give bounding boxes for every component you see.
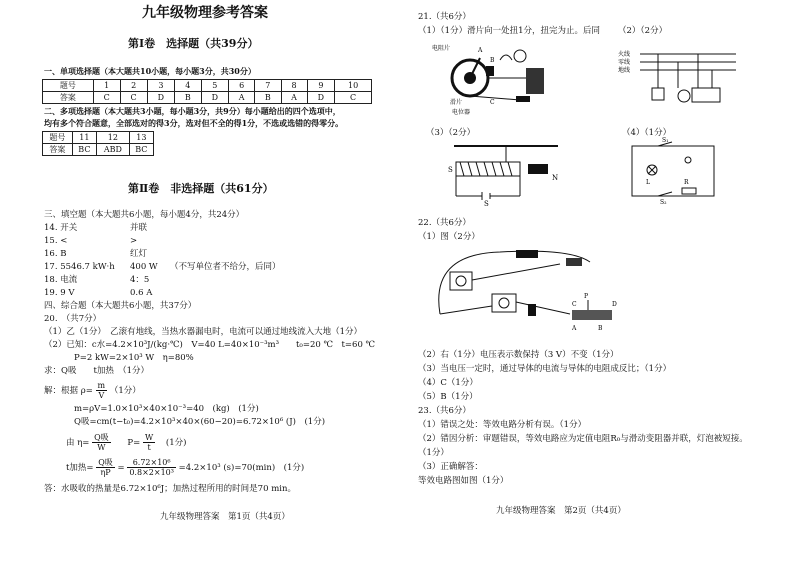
fill-14-a: 并联 (130, 223, 148, 233)
fig4-label: S₁ (662, 137, 669, 144)
fill-14-q: 14. 开关 (44, 223, 78, 233)
formula-prefix: 由 η= (66, 438, 90, 448)
formula-mid: P= (127, 438, 141, 448)
fig4-label: S₂ (660, 199, 667, 204)
table-cell: BC (129, 144, 153, 156)
fig4-label: L (646, 179, 650, 186)
sec2-heading-line1: 二、多项选择题（本大题共3小题，每小题3分，共9分）每小题给出的四个选项中， (44, 106, 341, 116)
table-cell: D (147, 92, 175, 104)
page-footer-left: 九年级物理答案 第1页（共4页） (160, 512, 290, 522)
table-cell: 8 (281, 80, 307, 92)
q20-solution-density (44, 381, 141, 400)
fig3-label: S (484, 200, 489, 206)
fig5-label: A (572, 325, 577, 332)
numerator: 6.72×10⁶ (127, 458, 176, 468)
fill-15-q: 15. < (44, 236, 68, 246)
fig1-label: 电阻片 (432, 45, 451, 52)
q20-efficiency-formula (66, 433, 186, 452)
fig1-label: 电位器 (452, 109, 471, 116)
formula-suffix: (1分) (165, 438, 187, 448)
fig3-label: S (448, 166, 453, 174)
table-cell: C (335, 92, 372, 104)
q23-diagram-note: 等效电路图如图（1分） (418, 476, 509, 486)
table-cell: 9 (307, 80, 335, 92)
table-cell: B (175, 92, 201, 104)
table-cell: 1 (93, 80, 120, 92)
fraction (96, 381, 108, 400)
answer-table-2 (42, 131, 154, 156)
sec3-heading: 三、填空题（本大题共6小题，每小题4分，共24分） (44, 210, 245, 220)
formula-eq: = (117, 463, 125, 473)
q20-mass: m=ρV=1.0×10³×40×10⁻³=40 (kg) (1分) (74, 404, 259, 414)
q21-part4: （4）（1分） (622, 128, 672, 138)
table-cell: C (120, 92, 147, 104)
table-row (43, 92, 372, 104)
q22-part3: （3）当电压一定时，通过导体的电流与导体的电阻成反比；（1分） (418, 364, 672, 374)
fraction (92, 433, 111, 452)
denominator: t (147, 443, 151, 452)
experiment-circuit-figure (428, 244, 618, 340)
fig5-label: C (572, 301, 577, 308)
table-cell: A (229, 92, 255, 104)
table-cell: 题号 (43, 132, 73, 144)
table-cell: ABD (97, 144, 130, 156)
q20-heat: Q吸=cm(t−t₀)=4.2×10³×40×(60−20)=6.72×10⁶ (J) (1分) (74, 417, 326, 427)
fig4-label: R (684, 179, 689, 186)
denominator: W (97, 443, 106, 452)
fig3-label: N (552, 174, 559, 182)
q20-given-2: P=2 kW=2×10³ W η=80% (74, 353, 194, 363)
table-row (43, 144, 154, 156)
electromagnet-figure (446, 140, 566, 206)
table-cell: A (281, 92, 307, 104)
fig2-label: 火线 (618, 51, 631, 58)
fill-16-q: 16. B (44, 249, 67, 259)
q22-part5: （5）B（1分） (418, 392, 478, 402)
answer-table-1 (42, 79, 372, 104)
q20-given: （2）已知：c水=4.2×10³J/(kg·℃) V=40 L=40×10⁻³m³ t₀=20 ℃ t=60 ℃ (44, 340, 376, 350)
q23-part1: （1）错误之处：等效电路分析有误。（1分） (418, 420, 587, 430)
sec4-heading: 四、综合题（本大题共6小题，共37分） (44, 301, 197, 311)
fig1-label: B (490, 57, 495, 64)
denominator: ηP (100, 468, 111, 477)
table-cell: 11 (72, 132, 96, 144)
table-cell: D (307, 92, 335, 104)
q20-time-formula (66, 458, 304, 477)
q20-part1: （1）乙（1分） 乙滚有地线，当热水器漏电时，电流可以通过地线流入大地（1分） (44, 327, 362, 337)
table-cell: 答案 (43, 92, 94, 104)
part2-title: 第Ⅱ卷 非选择题（共61分） (128, 182, 274, 195)
fraction (143, 433, 155, 452)
fill-19-a: 0.6 A (130, 288, 153, 298)
table-cell: 答案 (43, 144, 73, 156)
fill-17-a: 400 W (130, 262, 158, 272)
table-cell: 13 (129, 132, 153, 144)
fig1-label: C (490, 99, 495, 106)
sec2-heading-line2: 均有多个符合题意，全部选对的得3分，选对但不全的得1分，不选或选错的得零分。 (44, 118, 344, 128)
q23-part2-score: （1分） (418, 448, 449, 458)
numerator: Q吸 (94, 433, 109, 442)
formula-prefix: t加热= (66, 463, 94, 473)
numerator: Q吸 (98, 458, 113, 467)
table-cell: B (255, 92, 281, 104)
q21-part2: （2）（2分） (618, 26, 668, 36)
page-footer-right: 九年级物理答案 第2页（共4页） (496, 506, 626, 516)
table-cell: 12 (97, 132, 130, 144)
fill-15-a: > (130, 236, 138, 246)
q20-head: 20. （共7分） (44, 314, 102, 324)
q21-part3: （3）（2分） (426, 128, 476, 138)
formula-suffix: （1分） (109, 386, 141, 396)
q21-part1: （1）（1分）滑片向一处扭1分，扭完为止。后同 (418, 26, 600, 36)
part1-title: 第Ⅰ卷 选择题（共39分） (128, 37, 259, 50)
table-cell: C (93, 92, 120, 104)
table-row (43, 132, 154, 144)
sec1-heading: 一、单项选择题（本大题共10小题，每小题3分，共30分） (44, 66, 256, 76)
fill-17-note: （不写单位者不给分，后同） (170, 262, 281, 272)
fill-17-q: 17. 5546.7 kW·h (44, 262, 115, 272)
fraction (96, 458, 115, 477)
denominator: 0.8×2×10³ (129, 468, 174, 477)
q20-answer: 答：水吸收的热量是6.72×10⁶J；加热过程所用的时间是70 min。 (44, 484, 296, 494)
table-cell: 10 (335, 80, 372, 92)
table-cell: 5 (201, 80, 229, 92)
fig5-label: D (612, 301, 617, 308)
formula-suffix: =4.2×10³ (s)=70(min) (1分) (178, 463, 305, 473)
potentiometer-figure (430, 38, 570, 118)
table-cell: 题号 (43, 80, 94, 92)
page-title: 九年级物理参考答案 (142, 5, 268, 21)
table-cell: D (201, 92, 229, 104)
fig5-label: B (598, 325, 603, 332)
fraction (127, 458, 176, 477)
q23-head: 23.（共6分） (418, 406, 471, 416)
fig2-label: 地线 (618, 67, 631, 74)
fill-16-a: 红灯 (130, 249, 148, 259)
table-cell: 7 (255, 80, 281, 92)
table-cell: 3 (147, 80, 175, 92)
table-cell: BC (72, 144, 96, 156)
household-wiring-figure (618, 44, 738, 110)
fig2-label: 零线 (618, 59, 631, 66)
table-cell: 4 (175, 80, 201, 92)
formula-prefix: 解：根据 ρ= (44, 386, 93, 396)
q20-find: 求：Q吸 t加热 （1分） (44, 366, 150, 376)
q22-part4: （4）C（1分） (418, 378, 478, 388)
fig1-label: 滑片 (450, 99, 463, 106)
table-row (43, 80, 372, 92)
numerator: m (97, 381, 106, 390)
q23-part2: （2）错因分析：审题错误，等效电路应为定值电阻R₀与滑动变阻器并联，灯泡被短接。 (418, 434, 748, 444)
table-cell: 6 (229, 80, 255, 92)
q22-head: 22.（共6分） (418, 218, 471, 228)
numerator: W (144, 433, 154, 442)
fill-18-q: 18. 电流 (44, 275, 78, 285)
q22-part2: （2）右（1分）电压表示数保持（3 V）不变（1分） (418, 350, 619, 360)
q22-part1: （1）图（2分） (418, 232, 480, 242)
q21-head: 21.（共6分） (418, 12, 471, 22)
fig5-label: P (584, 293, 589, 300)
q23-part3: （3）正确解答： (418, 462, 483, 472)
switch-circuit-figure (628, 136, 720, 204)
fill-19-q: 19. 9 V (44, 288, 75, 298)
fig1-label: A (478, 47, 483, 54)
fill-18-a: 4：5 (130, 275, 150, 285)
denominator: V (98, 391, 105, 400)
table-cell: 2 (120, 80, 147, 92)
